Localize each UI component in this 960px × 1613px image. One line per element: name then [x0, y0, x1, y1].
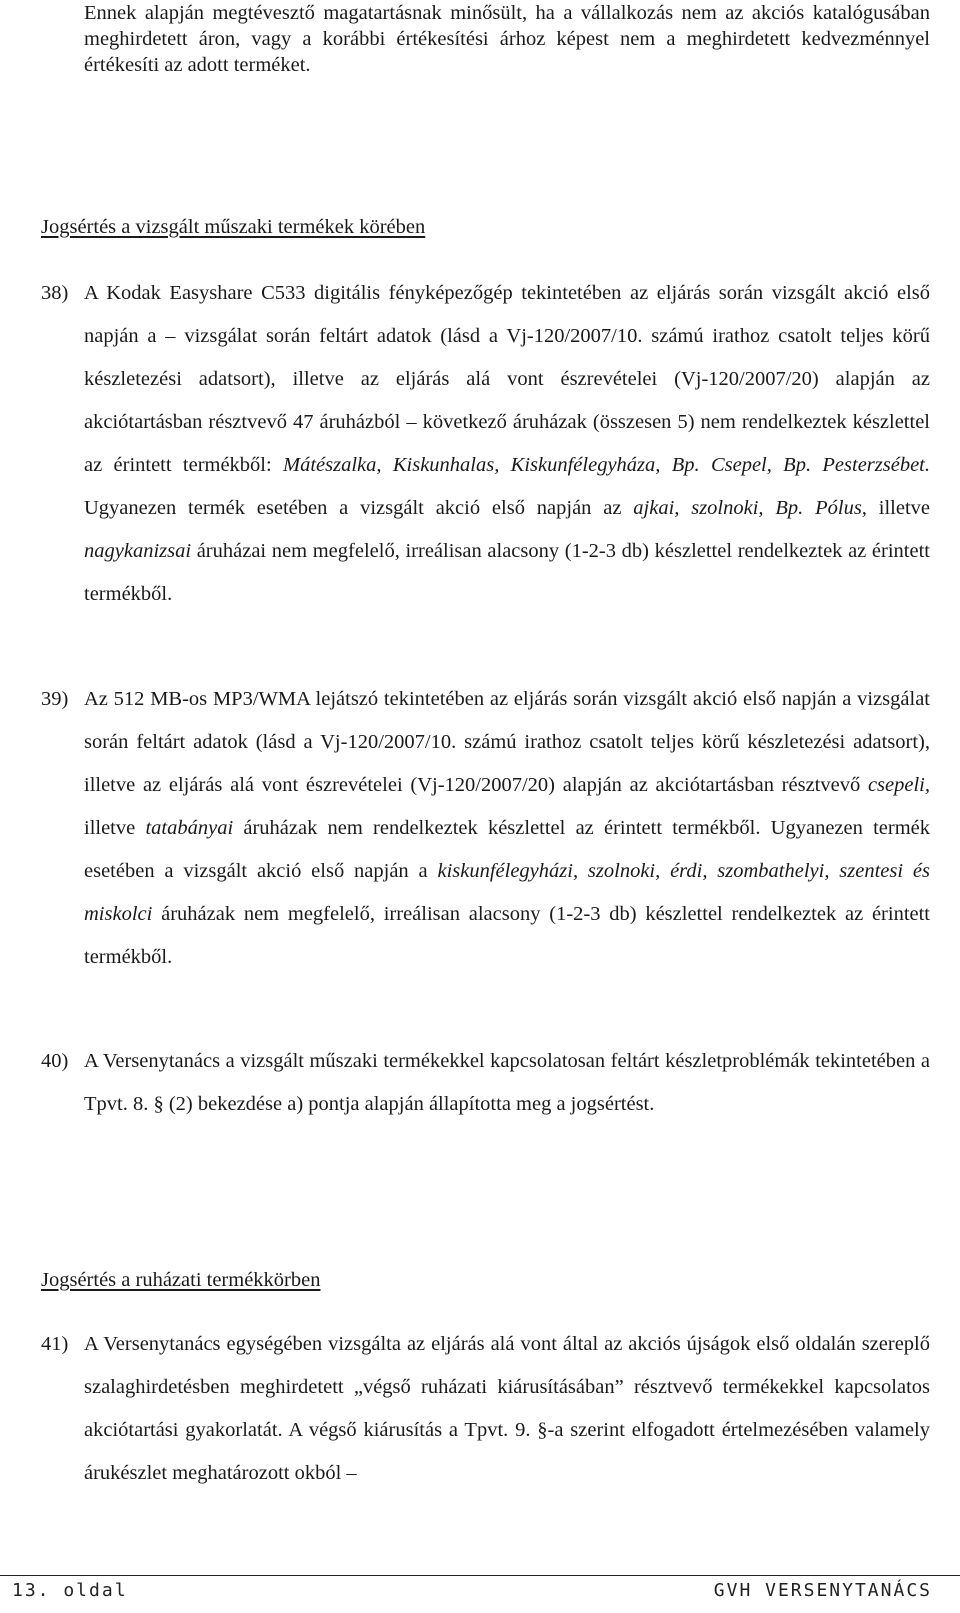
paragraph-39: [41, 678, 930, 979]
text-segment: illetve: [84, 817, 146, 839]
section-heading-technical: Jogsértés a vizsgált műszaki termékek körében: [41, 216, 426, 238]
text-segment: áruházak nem rendelkeztek készlettel az érintett termékből. Ugyanezen termék esetében a vizsgált akció első napján a: [84, 817, 931, 882]
italic-segment: csepeli,: [867, 774, 930, 796]
text-segment: A Kodak Easyshare C533 digitális fényképezőgép tekintetében az eljárás során vizsgált akció első napján a – vizsgálat során feltárt adatok (lásd a Vj-120/2007/10. számú irathoz csatolt teljes körű készletezési adatsort), illetve az eljárás alá vont észrevételei (Vj-120/2007/20) alapján az akciótartásban résztvevő 47 áruházból – következő áruházak (összesen 5) nem rendelkeztek készlettel az érintett termékből:: [84, 282, 930, 476]
paragraph-body: A Versenytanács a vizsgált műszaki termékekkel kapcsolatosan feltárt készletproblémák tekintetében a Tpvt. 8. § (2) bekezdése a) pontja alapján állapította meg a jogsértést.: [84, 1050, 930, 1115]
text-segment: áruházak nem megfelelő, irreálisan alacsony (1-2-3 db) készlettel rendelkeztek az érintett termékből.: [84, 903, 930, 968]
italic-segment: kiskunfélegyházi, szolnoki, érdi, szombathelyi, szentesi és miskolci: [84, 860, 930, 925]
text-segment: Az 512 MB-os MP3/WMA lejátszó tekintetében az eljárás során vizsgált akció első napján a vizsgálat során feltárt adatok (lásd a Vj-120/2007/10. számú irathoz csatolt teljes körű készletezési adatsort), illetve az eljárás alá vont észrevételei (Vj-120/2007/20) alapján az akciótartásban résztvevő: [84, 688, 930, 796]
italic-segment: Mátészalka, Kiskunhalas, Kiskunfélegyháza, Bp. Csepel, Bp. Pesterzsébet.: [283, 454, 930, 476]
text-segment: Ugyanezen termék esetében a vizsgált akció első napján az: [84, 497, 634, 519]
paragraph-number: 40): [41, 1050, 69, 1072]
footer-divider: [0, 1575, 960, 1576]
paragraph-40: [41, 1040, 930, 1126]
footer-organization: GVH VERSENYTANÁCS: [713, 1580, 932, 1601]
section-heading-clothing: Jogsértés a ruházati termékkörben: [41, 1269, 321, 1291]
paragraph-number: 38): [41, 282, 69, 304]
italic-segment: ajkai, szolnoki, Bp. Pólus,: [633, 497, 867, 519]
paragraph-number: 39): [41, 688, 69, 710]
paragraph-41: [41, 1323, 930, 1495]
italic-segment: nagykanizsai: [84, 540, 192, 562]
paragraph-body: A Versenytanács egységében vizsgálta az eljárás alá vont által az akciós újságok első oldalán szereplő szalaghirdetésben meghirdetett „végső ruházati kiárusításában” résztvevő termékekkel kapcsolatos akciótartási gyakorlatát. A végső kiárusítás a Tpvt. 9. §-a szerint elfogadott értelmezésében valamely árukészlet meghatározott okból –: [84, 1333, 930, 1484]
paragraph-body: [84, 678, 930, 979]
intro-paragraph: Ennek alapján megtévesztő magatartásnak minősült, ha a vállalkozás nem az akciós katalógusában meghirdetett áron, vagy a korábbi értékesítési árhoz képest nem a meghirdetett kedvezménnyel értékesíti az adott terméket.: [84, 2, 930, 76]
text-segment: illetve: [866, 497, 930, 519]
paragraph-38: [41, 272, 930, 616]
italic-segment: tatabányai: [145, 817, 234, 839]
paragraph-number: 41): [41, 1333, 69, 1355]
page-number: 13. oldal: [12, 1580, 128, 1601]
text-segment: áruházai nem megfelelő, irreálisan alacsony (1-2-3 db) készlettel rendelkeztek az érintett termékből.: [84, 540, 930, 605]
paragraph-body: [84, 272, 930, 616]
